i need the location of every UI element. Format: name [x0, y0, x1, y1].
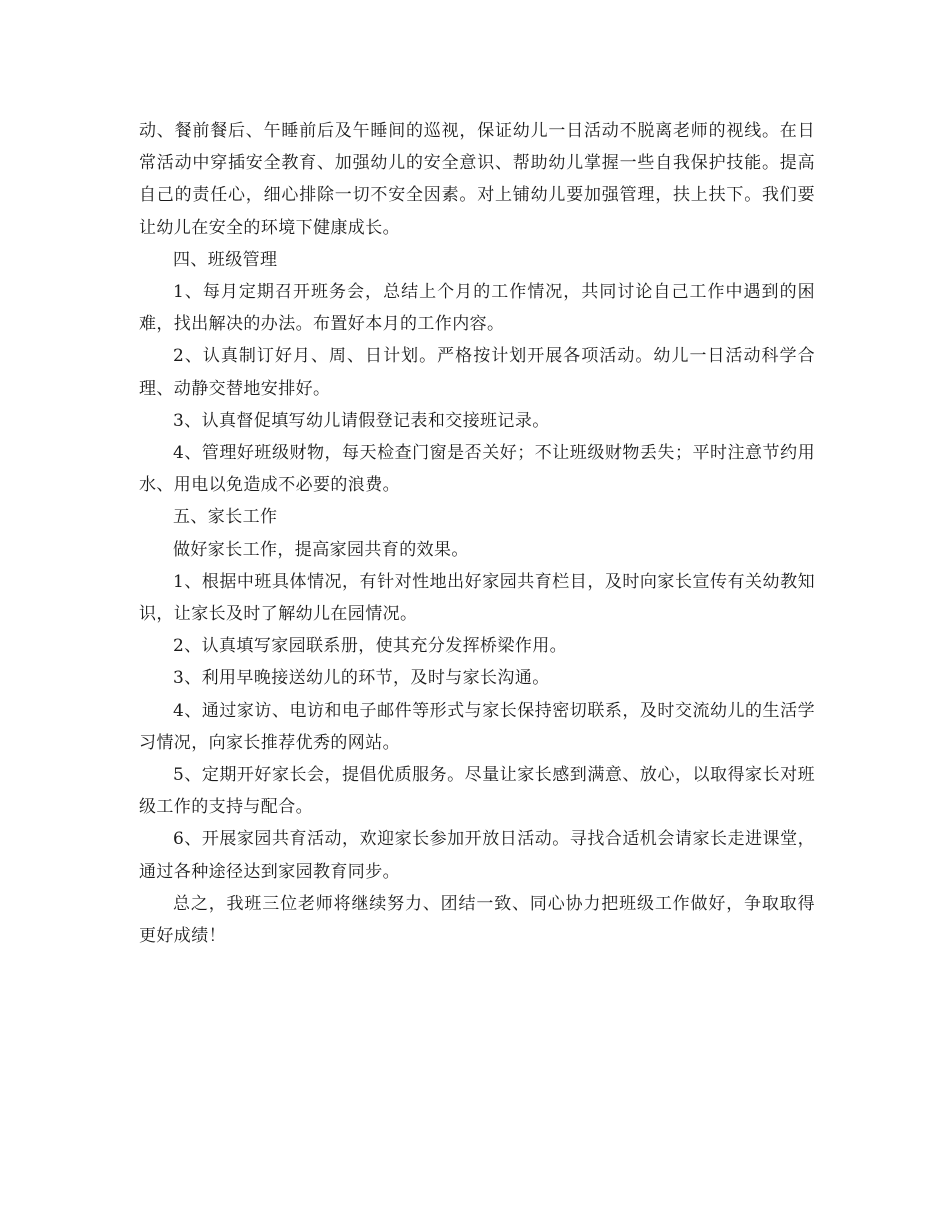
heading-parent-work: 五、家长工作: [173, 507, 278, 528]
paragraph-class-management-1: 1、每月定期召开班务会，总结上个月的工作情况，共同讨论自己工作中遇到的困难，找出解决的办法。布置好本月的工作内容。: [139, 282, 815, 335]
paragraph-parent-work-2: 2、认真填写家园联系册，使其充分发挥桥梁作用。: [173, 636, 568, 657]
paragraph-conclusion: 总之，我班三位老师将继续努力、团结一致、同心协力把班级工作做好，争取取得更好成绩！: [139, 893, 815, 947]
paragraph-class-management-2: 2、认真制订好月、周、日计划。严格按计划开展各项活动。幼儿一日活动科学合理、动静交替地安排好。: [139, 346, 815, 399]
document-body: [139, 115, 815, 952]
heading-class-management: 四、班级管理: [173, 249, 278, 270]
paragraph-class-management-3: 3、认真督促填写幼儿请假登记表和交接班记录。: [173, 410, 550, 431]
paragraph-class-management-4: 4、管理好班级财物，每天检查门窗是否关好；不让班级财物丢失；平时注意节约用水、用电以免造成不必要的浪费。: [139, 443, 815, 496]
paragraph-parent-work-1: 1、根据中班具体情况，有针对性地出好家园共育栏目，及时向家长宣传有关幼教知识，让家长及时了解幼儿在园情况。: [139, 571, 815, 625]
paragraph-parent-work-6: 6、开展家园共育活动，欢迎家长参加开放日活动。寻找合适机会请家长走进课堂，通过各种途径达到家园教育同步。: [139, 829, 815, 882]
paragraph-parent-work-3: 3、利用早晚接送幼儿的环节，及时与家长沟通。: [173, 668, 550, 689]
paragraph-parent-work-intro: 做好家长工作，提高家园共育的效果。: [173, 539, 469, 560]
paragraph-parent-work-4: 4、通过家访、电访和电子邮件等形式与家长保持密切联系，及时交流幼儿的生活学习情况，向家长推荐优秀的网站。: [139, 700, 815, 753]
paragraph-safety-continued: 动、餐前餐后、午睡前后及午睡间的巡视，保证幼儿一日活动不脱离老师的视线。在日常活动中穿插安全教育、加强幼儿的安全意识、帮助幼儿掌握一些自我保护技能。提高自己的责任心，细心排除一切不安全因素。对上铺幼儿要加强管理，扶上扶下。我们要让幼儿在安全的环境下健康成长。: [139, 121, 815, 238]
paragraph-parent-work-5: 5、定期开好家长会，提倡优质服务。尽量让家长感到满意、放心，以取得家长对班级工作的支持与配合。: [139, 765, 815, 818]
